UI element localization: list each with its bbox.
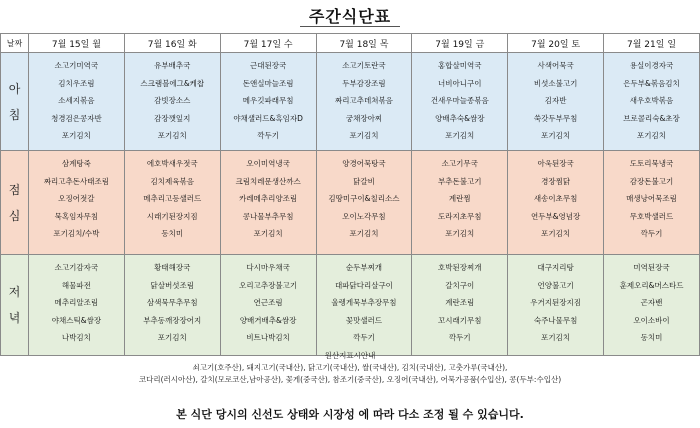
meal-cell [604,53,700,151]
dish-item: 양경어묵탕국 [342,159,386,168]
dish-item: 사색어묵국 [537,61,574,70]
origin-notice [0,350,700,386]
dish-item: 매생낭어묵조림 [626,194,677,203]
meal-cell [316,151,412,255]
adjustment-notice: 본 식단 당시의 신선도 상태와 시장성 에 따라 다소 조정 될 수 있습니다. [176,408,524,421]
dish-item: 스크램블에그&케찹 [140,78,205,88]
dish-item: 닭갈비 [353,176,375,186]
dish-item: 비섯소불고기 [533,78,578,88]
dish-item: 삼색묵무추무침 [146,298,198,307]
dish-item: 아욱된장국 [537,159,574,168]
dish-item: 포기김치 [253,229,283,238]
dish-list [604,53,699,147]
origin-line: 코다리(러시아산), 갈치(모로코산,남아공산), 꽃게(중국산), 참조기(중국산), 오징어(국내산), 어묵가공품(수입산), 콩(두부:수입산) [138,375,562,384]
dish-item: 유부배추국 [154,61,191,70]
dish-item: 언양불고기 [537,280,574,290]
dish-list [412,255,507,349]
dish-item: 야채샐러드&흑임자D [233,113,303,123]
origin-heading: 원산지표시안내 [324,351,376,360]
dish-list [604,255,699,349]
meal-row-dinner [1,255,700,356]
meal-label-char: 아 [8,81,21,96]
dish-item: 오이노각무침 [342,211,386,221]
dish-item: 새우호박볶음 [629,96,674,105]
meal-cell [29,255,125,356]
dish-item: 연근조림 [253,298,283,307]
meal-label [1,53,29,151]
dish-list [317,53,412,147]
dish-item: 대파닭다리살구이 [334,280,393,290]
dish-item: 소고기무국 [441,159,478,168]
dish-item: 근대된장국 [249,61,287,70]
meal-label-char: 저 [8,285,21,299]
dish-item: 양배거배추&쌈장 [239,315,297,325]
meal-cell [29,53,125,151]
dish-list [508,151,603,245]
header-row [1,34,700,53]
meal-cell [220,255,316,356]
origin-line: 쇠고기(호주산), 돼지고기(국내산), 닭고기(국내산), 쌀(국내산), 김치(국내산), 고춧가루(국내산), [192,363,508,372]
meal-label-char: 심 [8,208,21,223]
dish-item: 김치제육볶음 [150,176,194,186]
dish-item: 다시마우채국 [246,263,290,272]
dish-item: 꽃맛샐러드 [345,315,383,325]
dish-item: 홍합살미역국 [438,61,482,70]
meal-cell [316,53,412,151]
dish-item: 야채스틱&쌈장 [51,315,102,325]
dish-item: 황태해장국 [154,263,191,272]
dish-item: 오징어젓갈 [58,194,95,203]
meal-row-breakfast [1,53,700,151]
dish-item: 궁채장아찌 [345,113,383,123]
meal-cell [412,151,508,255]
dish-list [508,53,603,147]
dish-item: 오이미역냉국 [246,159,290,168]
dish-item: 나박김치 [61,333,91,342]
dish-item: 건새우마늘종볶음 [430,96,489,105]
dish-item: 꼬시래기무침 [438,315,482,325]
date-corner-header: 날짜 [1,34,29,53]
dish-item: 소고기토란국 [342,61,386,70]
dish-item: 갈치구이 [445,280,475,290]
dish-item: 도라지초무침 [438,211,482,221]
dish-list [29,53,124,147]
dish-item: 울렝게묵부추장무침 [331,298,397,307]
dish-item: 너비아니구이 [438,78,482,88]
meal-cell [604,255,700,356]
dish-item: 순두부찌개 [345,263,383,272]
dish-item: 계란찜 [448,194,471,203]
meal-cell [316,255,412,356]
dish-item: 대구지리탕 [537,263,574,272]
dish-item: 포기김치 [541,229,571,238]
dish-item: 묵혹임자무침 [54,211,99,221]
dish-list [412,151,507,245]
dish-item: 용실이경자국 [629,61,674,70]
dish-item: 김땅미구이&칠리소스 [328,194,400,203]
dish-item: 돈앤실마늘조림 [242,78,294,88]
dish-list [221,151,316,245]
meal-cell [124,151,220,255]
day-header: 7월 15일 월 [29,34,125,53]
day-header: 7월 18일 목 [316,34,412,53]
meal-label-char: 녁 [8,311,21,325]
dish-item: 소세지볶음 [58,96,95,105]
dish-item: 포기김치 [157,131,187,140]
meal-cell [220,53,316,151]
meal-cell [508,255,604,356]
dish-item: 호박된장찌개 [438,263,482,272]
dish-item: 연두부&영념장 [530,211,581,221]
meal-cell [412,255,508,356]
meal-cell [604,151,700,255]
meal-label-char: 점 [8,182,21,197]
dish-item: 부추돈불고기 [438,176,482,186]
dish-item: 포기김치/수박 [53,229,100,238]
menu-table [0,33,700,356]
dish-item: 포기김치 [349,229,379,238]
dish-item: 감장깻잎지 [154,113,191,123]
dish-item: 소고기미역국 [54,61,99,70]
dish-item: 소고기감자국 [54,263,99,272]
dish-list [221,53,316,147]
dish-item: 부추동깨장장어지 [143,315,202,325]
day-header: 7월 16일 화 [124,34,220,53]
page-title: 주간식단표 [308,7,392,26]
dish-item: 포기김치 [445,229,475,238]
dish-item: 청경검은콩자반 [51,113,102,123]
dish-item: 비트나박김치 [246,333,290,342]
meal-row-lunch [1,151,700,255]
dish-item: 크림치레문생산까스 [235,176,301,186]
dish-item: 양배추숙&쌈장 [435,113,485,123]
day-header: 7월 20일 토 [508,34,604,53]
dish-item: 감빗장소스 [154,96,191,105]
dish-item: 포기김치 [445,131,475,140]
dish-list [412,53,507,147]
dish-list [125,53,220,147]
dish-list [508,255,603,349]
meal-cell [508,53,604,151]
title-underline [300,26,400,27]
dish-item: 곤자밴 [640,298,663,307]
dish-item: 깍두기 [640,229,663,238]
dish-item: 도토리묵냉국 [629,159,674,168]
day-header: 7월 19일 금 [412,34,508,53]
dish-item: 에호박새우젓국 [146,159,198,168]
dish-item: 감장돈불고기 [629,176,674,186]
dish-item: 메우깃파래무침 [242,96,294,105]
day-header: 7월 21일 일 [604,34,700,53]
dish-item: 새송이초무침 [533,194,578,203]
dish-item: 메추리고등샐러드 [143,194,202,203]
dish-item: 포기김치 [61,131,91,140]
dish-item: 김자반 [544,96,567,105]
dish-item: 미역된장국 [633,263,670,272]
dish-item: 짜리고추돈사태조림 [43,176,110,186]
dish-list [221,255,316,349]
dish-item: 훈제오리&머스타드 [619,280,684,290]
dish-list [317,151,412,245]
dish-list [125,255,220,349]
dish-item: 해물파전 [61,280,91,290]
dish-item: 두부감장조림 [342,78,386,88]
dish-item: 깍두기 [257,131,279,140]
dish-list [29,255,124,349]
meal-cell [124,53,220,151]
dish-item: 닭살버섯조림 [150,280,194,290]
dish-item: 시래기된장지짐 [146,211,198,221]
day-header: 7월 17일 수 [220,34,316,53]
dish-item: 삼계탕죽 [61,159,91,168]
meal-label-char: 침 [8,107,21,122]
dish-item: 계란조림 [445,298,475,307]
dish-list [29,151,124,245]
dish-item: 깍두기 [353,333,375,342]
dish-item: 포기김치 [541,333,571,342]
dish-item: 깍두기 [448,333,471,342]
dish-item: 짜리고추데쳐볶음 [334,96,393,105]
dish-item: 동치미 [640,333,663,342]
dish-item: 우거지된장지짐 [530,298,581,307]
dish-item: 메추리알조림 [54,298,99,307]
meal-cell [412,53,508,151]
dish-item: 동치미 [161,229,184,238]
dish-item: 오이소바이 [633,315,670,325]
dish-item: 콩나물부추무침 [242,211,294,221]
dish-item: 포기김치 [637,131,667,140]
dish-list [125,151,220,245]
dish-item: 경장찜닭 [541,176,571,186]
dish-item: 브로콜리숙&초장 [623,113,680,123]
dish-item: 무호박샐러드 [629,211,674,221]
dish-item: 포기김치 [157,333,187,342]
dish-item: 포기김치 [541,131,571,140]
meal-cell [124,255,220,356]
meal-cell [508,151,604,255]
dish-item: 포기김치 [349,131,379,140]
dish-item: 숙주나물무침 [533,315,578,325]
dish-item: 쑥갓두부무침 [533,113,578,123]
meal-cell [220,151,316,255]
meal-cell [29,151,125,255]
meal-label [1,255,29,356]
dish-item: 은두부&볶음김치 [623,78,680,88]
dish-item: 오리고추장불고기 [239,280,298,290]
dish-list [604,151,699,245]
dish-item: 김치우조림 [58,78,95,88]
meal-label [1,151,29,255]
dish-item: 카레메추리양조림 [239,194,298,203]
dish-list [317,255,412,349]
